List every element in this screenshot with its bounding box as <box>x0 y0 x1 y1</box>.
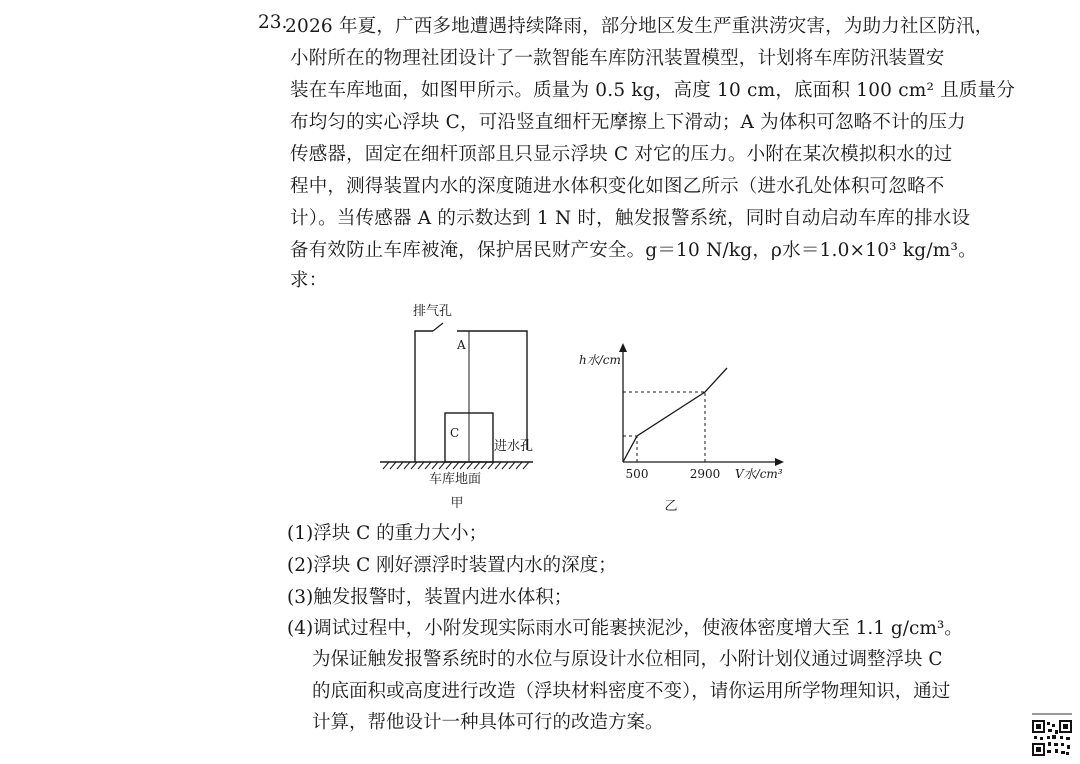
figure-a-caption: 甲 <box>450 496 464 511</box>
y-axis-label: h水/cm <box>579 353 621 367</box>
y-axis-arrow <box>619 343 627 352</box>
stem-line-9: 求： <box>290 270 328 291</box>
sub-question-4-line-3: 的底面积或高度进行改造（浮块材料密度不变），请你运用所学物理知识，通过 <box>312 681 951 702</box>
x-axis-arrow <box>775 458 784 466</box>
stem-line-1: 2026 年夏，广西多地遭遇持续降雨，部分地区发生严重洪涝灾害，为助力社区防汛， <box>285 16 994 37</box>
depth-volume-line <box>623 368 727 462</box>
sub-question-4-line-2: 为保证触发报警系统时的水位与原设计水位相同，小附计划仪通过调整浮块 C <box>312 649 943 670</box>
block-label: C <box>450 426 460 440</box>
ground-hatching <box>383 462 529 469</box>
stem-line-2: 小附所在的物理社团设计了一款智能车库防汛装置模型，计划将车库防汛装置安 <box>290 48 945 69</box>
stem-line-6: 程中，测得装置内水的深度随进水体积变化如图乙所示（进水孔处体积可忽略不 <box>290 176 945 197</box>
stem-line-5: 传感器，固定在细杆顶部且只显示浮块 C 对它的压力。小附在某次模拟积水的过 <box>290 144 953 165</box>
sub-question-1: (1)浮块 C 的重力大小； <box>287 523 488 544</box>
sensor-label: A <box>457 338 466 352</box>
sub-question-4-line-4: 计算，帮他设计一种具体可行的改造方案。 <box>312 712 664 733</box>
stem-line-7: 计）。当传感器 A 的示数达到 1 N 时，触发报警系统，同时自动启动车库的排水设 <box>290 208 971 229</box>
x-tick-500: 500 <box>625 467 649 481</box>
inlet-label: 进水孔 <box>493 439 533 454</box>
ground-label: 车库地面 <box>428 472 482 487</box>
stem-line-8: 备有效防止车库被淹，保护居民财产安全。g＝10 N/kg，ρ水＝1.0×10³ kg/m³。 <box>290 240 977 261</box>
stem-line-3: 装在车库地面，如图甲所示。质量为 0.5 kg，高度 10 cm，底面积 100 cm² 且质量分 <box>290 80 1016 101</box>
x-tick-2900: 2900 <box>689 467 721 481</box>
vent-label: 排气孔 <box>413 304 453 319</box>
vent-opening <box>433 323 443 331</box>
qr-code-image <box>1030 712 1074 758</box>
question-number: 23. <box>258 12 288 33</box>
stem-line-4: 布均匀的实心浮块 C，可沿竖直细杆无摩擦上下滑动；A 为体积可忽略不计的压力 <box>290 112 966 133</box>
figure-b-caption: 乙 <box>664 499 678 514</box>
figure-b-graph <box>575 340 790 515</box>
figure-a-diagram <box>375 295 535 515</box>
sub-question-4: (4)调试过程中，小附发现实际雨水可能裹挟泥沙，使液体密度增大至 1.1 g/cm³。 <box>287 618 963 639</box>
sub-question-2: (2)浮块 C 刚好漂浮时装置内水的深度； <box>287 555 617 576</box>
sub-question-3: (3)触发报警时，装置内进水体积； <box>287 587 573 608</box>
x-axis-label: V水/cm³ <box>735 467 783 481</box>
